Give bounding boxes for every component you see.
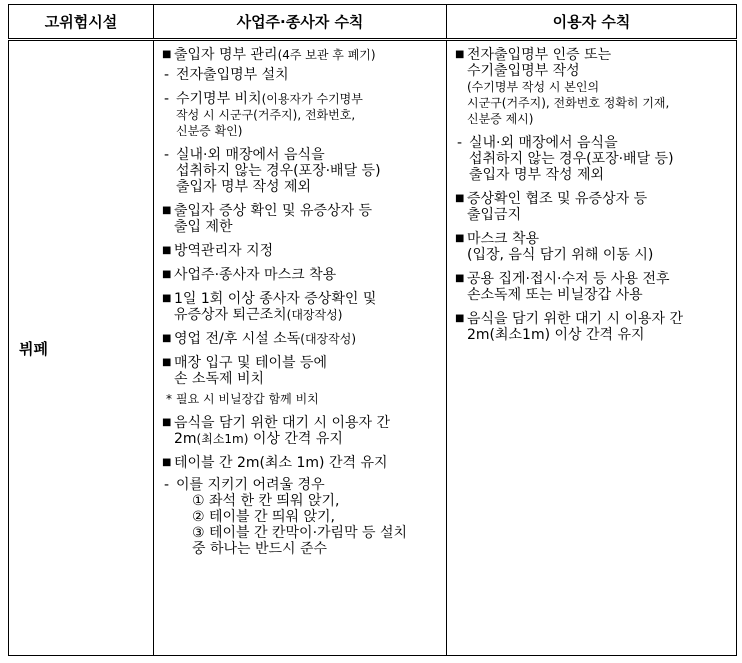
bullet-icon: ■ (162, 205, 172, 216)
bullet-icon: ■ (455, 273, 465, 284)
list-item: ■ 전자출입명부 인증 또는 수기출입명부 작성 (수기명부 작성 시 본인의 시군구(거주지), 전화번호 정확히 기재, 신분증 제시) (455, 47, 670, 126)
user-rules-cell (447, 40, 737, 656)
list-subitem: - 수기명부 비치(이용자가 수기명부 작성 시 시군구(거주지), 전화번호, 신분증 확인) (164, 91, 363, 138)
bullet-icon: ■ (162, 333, 172, 344)
bullet-icon: ■ (162, 457, 172, 468)
asterisk-icon: * (166, 392, 172, 406)
dash-icon: - (164, 67, 170, 83)
bullet-icon: ■ (162, 245, 172, 256)
bullet-icon: ■ (162, 49, 172, 60)
header-operator-rules: 사업주·종사자 수칙 (154, 5, 447, 40)
list-subitem: - 실내·외 매장에서 음식을 섭취하지 않는 경우(포장·배달 등) 출입자 명부 작성 제외 (457, 135, 674, 183)
list-item: ■ 영업 전/후 시설 소독(대장작성) (162, 331, 356, 347)
bullet-icon: ■ (162, 417, 172, 428)
list-item: ■ 테이블 간 2m(최소 1m) 간격 유지 (162, 455, 388, 471)
dash-icon: - (164, 477, 170, 493)
list-item: ■ 음식을 담기 위한 대기 시 이용자 간 2m(최소1m) 이상 간격 유지 (162, 415, 391, 447)
header-facility: 고위험시설 (9, 5, 154, 40)
list-item: ■ 방역관리자 지정 (162, 243, 274, 259)
list-item: ■ 매장 입구 및 테이블 등에 손 소독제 비치 (162, 355, 328, 387)
bullet-icon: ■ (455, 49, 465, 60)
bullet-icon: ■ (162, 269, 172, 280)
list-item: ■ 1일 1회 이상 종사자 증상확인 및 유증상자 퇴근조치(대장작성) (162, 291, 377, 323)
list-item: ■ 사업주·종사자 마스크 착용 (162, 267, 337, 283)
dash-icon: - (457, 135, 463, 151)
list-item: ■ 공용 집게·접시·수저 등 사용 전후 손소독제 또는 비닐장갑 사용 (455, 271, 670, 303)
dash-icon: - (164, 147, 170, 163)
list-subitem: - 이를 지키기 어려울 경우 ① 좌석 한 칸 띄워 앉기, ② 테이블 간 띄워 앉기, ③ 테이블 간 칸막이·가림막 등 설치 중 하나는 반드시 준수 (164, 477, 408, 557)
header-row (9, 5, 737, 40)
bullet-icon: ■ (455, 193, 465, 204)
list-subitem: - 실내·외 매장에서 음식을 섭취하지 않는 경우(포장·배달 등) 출입자 명부 작성 제외 (164, 147, 381, 195)
list-item: ■ 음식을 담기 위한 대기 시 이용자 간 2m(최소1m) 이상 간격 유지 (455, 311, 684, 343)
header-user-rules: 이용자 수칙 (447, 5, 737, 40)
operator-rules-cell (154, 40, 447, 656)
rules-table (8, 4, 737, 656)
table-row (9, 40, 737, 656)
list-item: ■ 출입자 증상 확인 및 유증상자 등 출입 제한 (162, 203, 373, 235)
dash-icon: - (164, 91, 170, 107)
list-note: * 필요 시 비닐장갑 함께 비치 (166, 392, 319, 406)
facility-name: 뷔페 (9, 40, 154, 656)
list-item: ■ 출입자 명부 관리(4주 보관 후 폐기) (162, 47, 376, 63)
bullet-icon: ■ (162, 293, 172, 304)
list-item: ■ 증상확인 협조 및 유증상자 등 출입금지 (455, 191, 648, 223)
bullet-icon: ■ (455, 313, 465, 324)
list-subitem: - 전자출입명부 설치 (164, 67, 289, 83)
bullet-icon: ■ (455, 233, 465, 244)
list-item: ■ 마스크 착용 (입장, 음식 담기 위해 이동 시) (455, 231, 654, 263)
bullet-icon: ■ (162, 357, 172, 368)
